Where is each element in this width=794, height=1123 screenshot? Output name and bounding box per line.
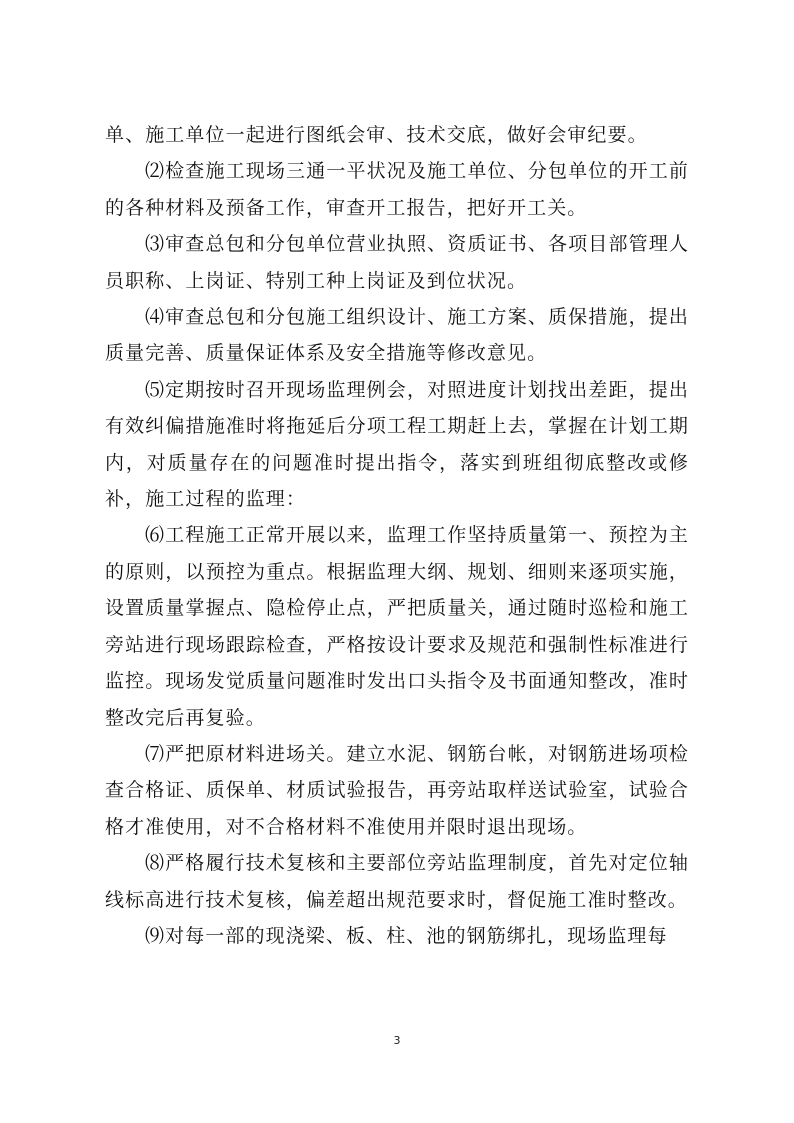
paragraph-item-3: ⑶审查总包和分包单位营业执照、资质证书、各项目部管理人员职称、上岗证、特别工种上岗证及到位状况。 <box>105 233 689 292</box>
paragraph-item-2: ⑵检查施工现场三通一平状况及施工单位、分包单位的开工前的各种材料及预备工作，审查开工报告，把好开工关。 <box>105 160 689 219</box>
paragraph-item-6: ⑹工程施工正常开展以来，监理工作坚持质量第一、预控为主的原则，以预控为重点。根据监理大纲、规划、细则来逐项实施，设置质量掌握点、隐检停止点，严把质量关，通过随时巡检和施工旁站进行现场跟踪检查，严格按设计要求及规范和强制性标准进行监控。现场发觉质量问题准时发出口头指令及书面通知整改，准时整改完后再复验。 <box>105 524 689 729</box>
paragraph-item-5: ⑸定期按时召开现场监理例会，对照进度计划找出差距，提出有效纠偏措施准时将拖延后分项工程工期赶上去，掌握在计划工期内，对质量存在的问题准时提出指令，落实到班组彻底整改或修补，施工过程的监理： <box>105 378 689 511</box>
paragraph-continuation: 单、施工单位一起进行图纸会审、技术交底，做好会审纪要。 <box>105 124 648 146</box>
paragraph-item-4: ⑷审查总包和分包施工组织设计、施工方案、质保措施，提出质量完善、质量保证体系及安全措施等修改意见。 <box>105 306 689 365</box>
page-number: 3 <box>393 1034 401 1047</box>
paragraph-item-9: ⑼对每一部的现浇梁、板、柱、池的钢筋绑扎，现场监理每 <box>145 924 668 947</box>
paragraph-item-8: ⑻严格履行技术复核和主要部位旁站监理制度，首先对定位轴线标高进行技术复核，偏差超出规范要求时，督促施工准时整改。 <box>105 852 689 911</box>
paragraph-item-7: ⑺严把原材料进场关。建立水泥、钢筋台帐，对钢筋进场项检查合格证、质保单、材质试验报告，再旁站取样送试验室，试验合格才准使用，对不合格材料不准使用并限时退出现场。 <box>105 742 689 838</box>
page-body <box>105 117 689 954</box>
